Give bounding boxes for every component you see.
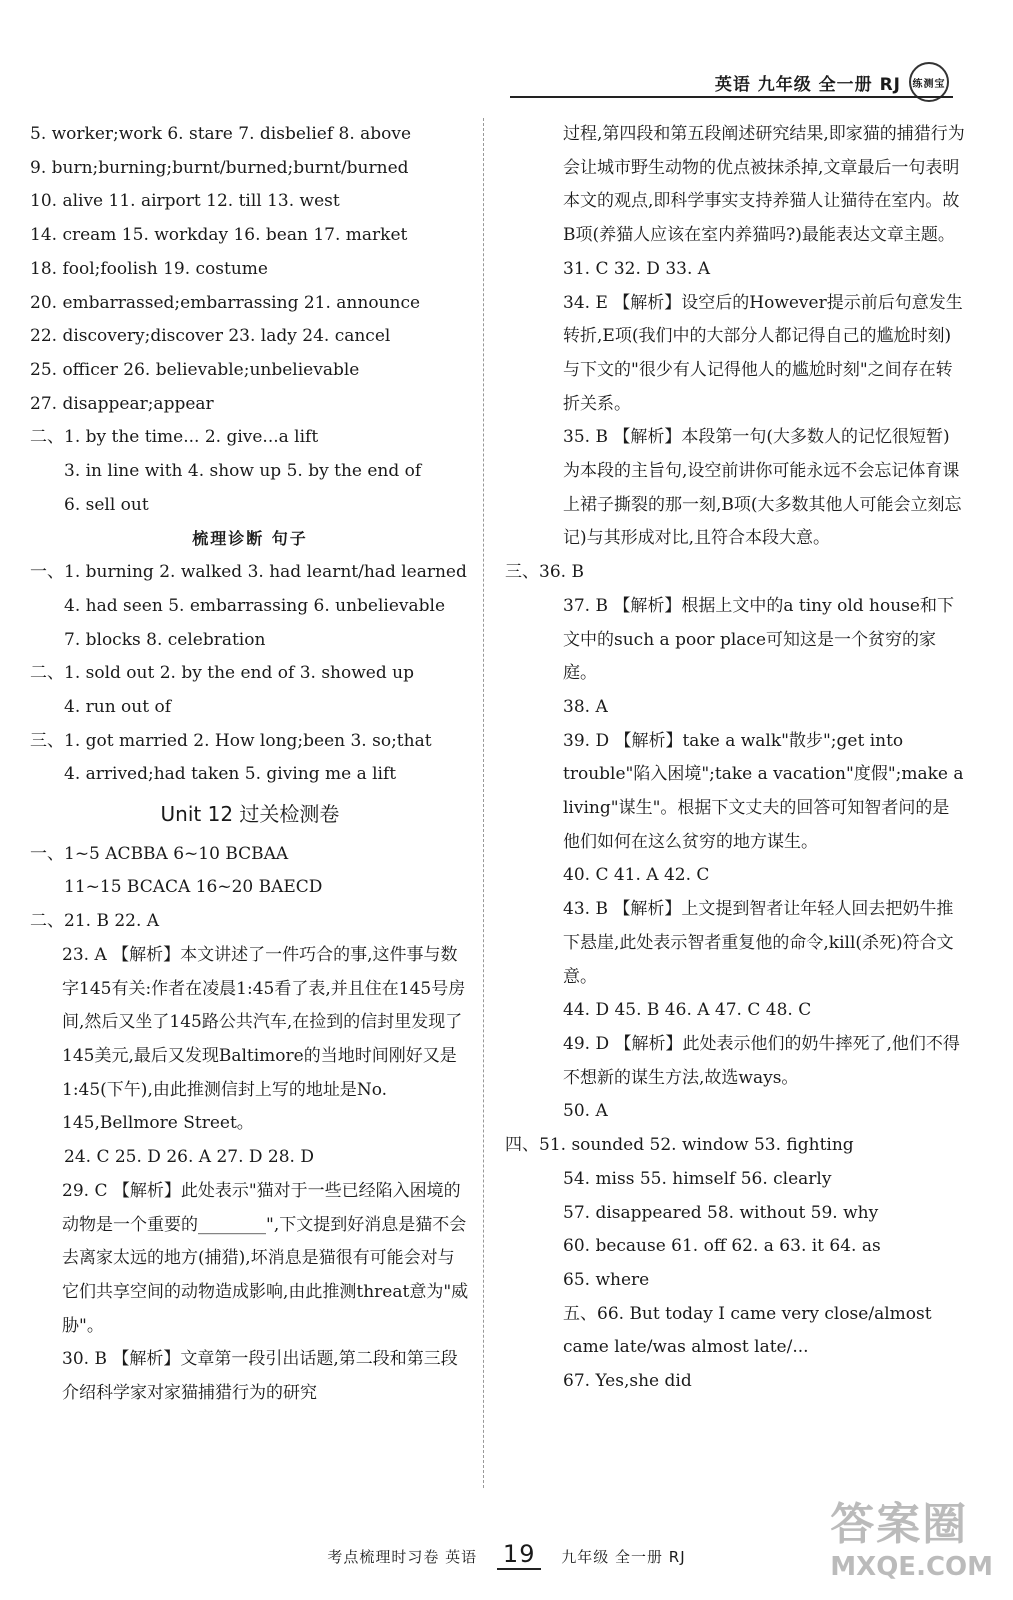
header-rule	[510, 96, 953, 98]
left-answer-line: 6. sell out	[64, 494, 149, 515]
right-answer-line: 38. A	[563, 696, 608, 717]
footer-right: 九年级 全一册 RJ	[561, 1548, 686, 1566]
right-answer-line: 39. D 【解析】take a walk"散步";get into trouble"陷入困境";take a vacation"度假";make a living"谋生"。根据下文丈夫的回答可知智者问的是他们如何在这么贫穷的地方谋生。	[563, 730, 964, 852]
header-title: 英语 九年级 全一册 RJ	[714, 74, 901, 95]
left-answer-line: 30. B 【解析】文章第一段引出话题,第二段和第三段介绍科学家对家猫捕猎行为的研究	[62, 1349, 458, 1404]
right-answer-line: 40. C 41. A 42. C	[563, 865, 710, 886]
right-answer-line: 五、66. But today I came very close/almost came late/was almost late/...	[563, 1303, 932, 1358]
right-answer-line: 43. B 【解析】上文提到智者让年轻人回去把奶牛推下悬崖,此处表示智者重复他的命令,kill(杀死)符合文意。	[563, 899, 954, 987]
right-answer-line: 67. Yes,she did	[563, 1371, 692, 1392]
right-answer-line: 四、51. sounded 52. window 53. fighting	[505, 1135, 854, 1156]
page-number: 19	[497, 1540, 542, 1570]
right-answer-line: 57. disappeared 58. without 59. why	[563, 1202, 879, 1223]
left-answer-line: 9. burn;burning;burnt/burned;burnt/burned	[30, 157, 409, 178]
left-answer-line: 4. arrived;had taken 5. giving me a lift	[64, 764, 397, 785]
left-answer-line: 27. disappear;appear	[30, 393, 214, 414]
left-answer-line: 11~15 BCACA 16~20 BAECD	[64, 877, 323, 898]
left-answer-line: 18. fool;foolish 19. costume	[30, 258, 268, 279]
right-answer-line: 三、36. B	[505, 562, 584, 583]
right-answer-line: 44. D 45. B 46. A 47. C 48. C	[563, 1000, 812, 1021]
left-answer-line: 20. embarrassed;embarrassing 21. announce	[30, 292, 421, 313]
left-answer-line: 梳理诊断 句子	[192, 529, 308, 549]
left-answer-line: 一、1~5 ACBBA 6~10 BCBAA	[30, 843, 289, 864]
right-answer-line: 31. C 32. D 33. A	[563, 258, 711, 279]
left-column	[30, 118, 470, 1411]
left-answer-line: 7. blocks 8. celebration	[64, 629, 266, 650]
watermark-url: MXQE.COM	[830, 1552, 993, 1582]
watermark-logo-text: 答案圈	[830, 1499, 969, 1550]
watermark	[830, 1488, 993, 1582]
right-answer-line: 65. where	[563, 1269, 650, 1290]
right-answer-line: 37. B 【解析】根据上文中的a tiny old house和下文中的such a poor place可知这是一个贫穷的家庭。	[563, 595, 954, 684]
seal-text: 练测宝	[912, 78, 946, 90]
right-answer-line: 过程,第四段和第五段阐述研究结果,即家猫的捕猎行为会让城市野生动物的优点被抹杀掉,文章最后一句表明本文的观点,即科学事实支持养猫人让猫待在室内。故B项(养猫人应该在室内养猫吗?)最能表达文章主题。	[563, 124, 965, 246]
right-answer-line: 50. A	[563, 1101, 608, 1122]
left-answer-line: 3. in line with 4. show up 5. by the end of	[64, 461, 422, 482]
left-answer-line: 4. had seen 5. embarrassing 6. unbelievable	[64, 595, 446, 616]
right-answer-line: 34. E 【解析】设空后的However提示前后句意发生转折,E项(我们中的大部分人都记得自己的尴尬时刻)与下文的"很少有人记得他人的尴尬时刻"之间存在转折关系。	[563, 292, 963, 414]
left-answer-line: 二、1. by the time... 2. give...a lift	[30, 427, 319, 448]
right-answer-line: 49. D 【解析】此处表示他们的奶牛摔死了,他们不得不想新的谋生方法,故选ways。	[563, 1033, 960, 1088]
left-answer-line: 29. C 【解析】此处表示"猫对于一些已经陷入困境的动物是一个重要的________",下文提到好消息是猫不会去离家太远的地方(捕猎),坏消息是猫很有可能会对与它们共享空间的动物造成影响,由此推测threat意为"威胁"。	[62, 1180, 469, 1336]
right-column	[505, 118, 965, 1399]
right-answer-line: 54. miss 55. himself 56. clearly	[563, 1168, 832, 1189]
left-answer-line: 25. officer 26. believable;unbelievable	[30, 359, 360, 380]
footer-left: 考点梳理时习卷 英语	[327, 1548, 478, 1566]
left-answer-line: 二、1. sold out 2. by the end of 3. showed up	[30, 663, 414, 684]
right-answer-line: 35. B 【解析】本段第一句(大多数人的记忆很短暂)为本段的主旨句,设空前讲你可能永远不会忘记体育课上裙子撕裂的那一刻,B项(大多数其他人可能会立刻忘记)与其形成对比,且符合本段大意。	[563, 427, 962, 549]
left-answer-line: 4. run out of	[64, 696, 171, 717]
left-answer-line: 10. alive 11. airport 12. till 13. west	[30, 191, 340, 212]
left-answer-line: 22. discovery;discover 23. lady 24. cancel	[30, 326, 391, 347]
column-divider	[483, 118, 484, 1488]
left-answer-line: 14. cream 15. workday 16. bean 17. market	[30, 225, 408, 246]
left-answer-line: 二、21. B 22. A	[30, 911, 160, 932]
left-answer-line: Unit 12 过关检测卷	[160, 802, 340, 827]
right-answer-line: 60. because 61. off 62. a 63. it 64. as	[563, 1236, 881, 1257]
left-answer-line: 23. A 【解析】本文讲述了一件巧合的事,这件事与数字145有关:作者在凌晨1:45看了表,并且住在145号房间,然后又坐了145路公共汽车,在捡到的信封里发现了145美元,最后又发现Baltimore的当地时间刚好又是1:45(下午),由此推测信封上写的地址是No. 145,Bellmore Street。	[62, 944, 466, 1134]
left-answer-line: 24. C 25. D 26. A 27. D 28. D	[64, 1147, 314, 1168]
left-answer-line: 一、1. burning 2. walked 3. had learnt/had learned	[30, 562, 467, 583]
left-answer-line: 三、1. got married 2. How long;been 3. so;that	[30, 730, 432, 751]
left-answer-line: 5. worker;work 6. stare 7. disbelief 8. above	[30, 124, 412, 144]
